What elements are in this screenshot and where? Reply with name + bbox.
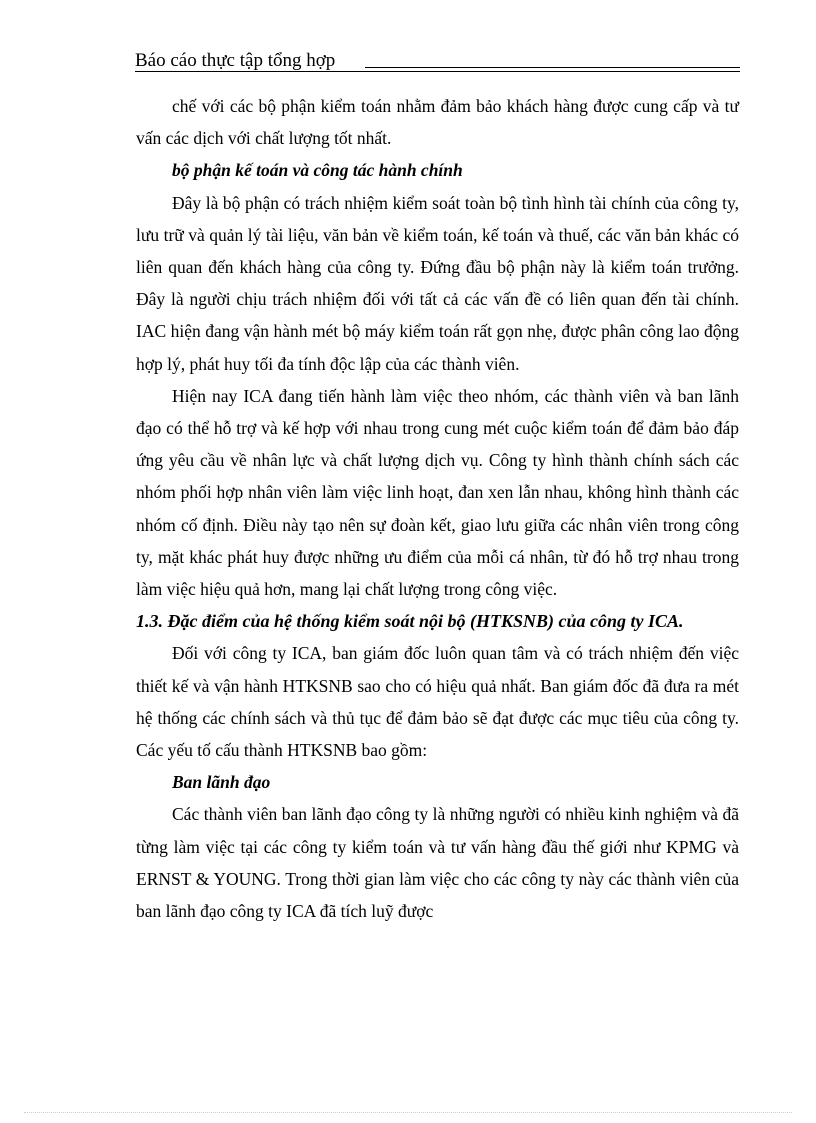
paragraph: Hiện nay ICA đang tiến hành làm việc theo nhóm, các thành viên và ban lãnh đạo có thể hỗ trợ và kế hợp với nhau trong cung mét cuộc kiểm toán để đảm bảo đáp ứng yêu cầu về nhân lực và chất lượng dịch vụ. Công ty hình thành chính sách các nhóm phối hợp nhân viên làm việc linh hoạt, đan xen lẫn nhau, không hình thành các nhóm cố định. Điều này tạo nên sự đoàn kết, giao lưu giữa các nhân viên trong công ty, mặt khác phát huy được những ưu điểm của mỗi cá nhân, từ đó hỗ trợ nhau trong làm việc hiệu quả hơn, mang lại chất lượng trong công việc. [136, 385, 739, 600]
document-body [136, 90, 739, 927]
header-rule [365, 67, 740, 68]
paragraph: chế với các bộ phận kiểm toán nhằm đảm bảo khách hàng được cung cấp và tư vấn các dịch với chất lượng tốt nhất. [136, 96, 739, 149]
section-heading: 1.3. Đặc điểm của hệ thống kiểm soát nội bộ (HTKSNB) của công ty ICA. [136, 611, 684, 632]
page-header [135, 47, 740, 73]
page-bottom-divider [24, 1112, 792, 1113]
paragraph: Đối với công ty ICA, ban giám đốc luôn quan tâm và có trách nhiệm đến việc thiết kế và vận hành HTKSNB sao cho có hiệu quả nhất. Ban giám đốc đã đưa ra mét hệ thống các chính sách và thủ tục để đảm bảo sẽ đạt được các mục tiêu của công ty. Các yếu tố cấu thành HTKSNB bao gồm: [136, 643, 739, 761]
subheading: bộ phận kế toán và công tác hành chính [172, 160, 463, 181]
subheading: Ban lãnh đạo [172, 772, 271, 793]
header-rule-bottom [135, 71, 740, 72]
header-title: Báo cáo thực tập tổng hợp [135, 50, 336, 71]
paragraph: Đây là bộ phận có trách nhiệm kiểm soát toàn bộ tình hình tài chính của công ty, lưu trữ và quản lý tài liệu, văn bản về kiểm toán, kế toán và thuế, các văn bản khác có liên quan đến khách hàng của công ty. Đứng đầu bộ phận này là kiểm toán trưởng. Đây là người chịu trách nhiệm đối với tất cả các vấn đề có liên quan đến tài chính. IAC hiện đang vận hành mét bộ máy kiểm toán rất gọn nhẹ, được phân công lao động hợp lý, phát huy tối đa tính độc lập của các thành viên. [136, 192, 739, 374]
paragraph: Các thành viên ban lãnh đạo công ty là những người có nhiều kinh nghiệm và đã từng làm việc tại các công ty kiểm toán và tư vấn hàng đầu thế giới như KPMG và ERNST & YOUNG. Trong thời gian làm việc cho các công ty này các thành viên của ban lãnh đạo công ty ICA đã tích luỹ được [136, 804, 739, 922]
